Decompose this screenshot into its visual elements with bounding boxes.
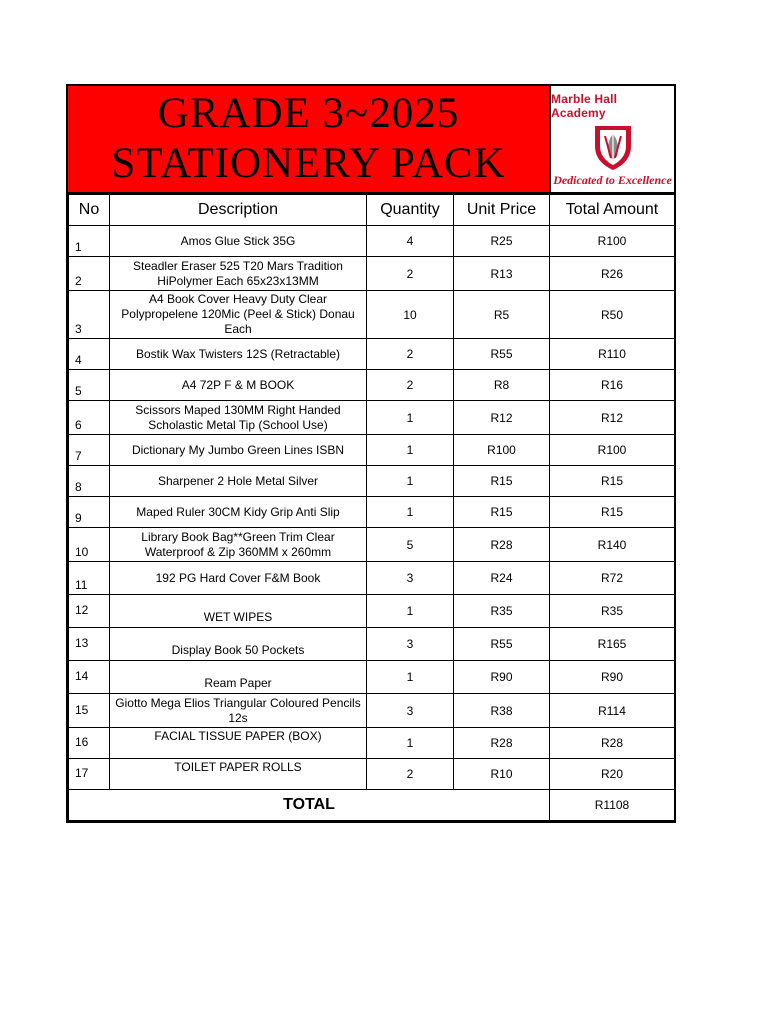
- table-row: [69, 435, 675, 466]
- row-unit-price: R55: [454, 628, 550, 661]
- table-row: [69, 339, 675, 370]
- row-quantity: 2: [367, 257, 454, 291]
- row-no: 3: [69, 291, 110, 339]
- row-unit-price: R28: [454, 528, 550, 562]
- row-description: Scissors Maped 130MM Right Handed Scholastic Metal Tip (School Use): [110, 401, 367, 435]
- column-header-quantity: Quantity: [367, 195, 454, 226]
- row-description: Steadler Eraser 525 T20 Mars Tradition HiPolymer Each 65x23x13MM: [110, 257, 367, 291]
- row-total: R90: [550, 661, 675, 694]
- table-row: [69, 528, 675, 562]
- row-quantity: 3: [367, 628, 454, 661]
- row-no: 6: [69, 401, 110, 435]
- row-quantity: 4: [367, 226, 454, 257]
- table-row: [69, 661, 675, 694]
- table-header-row: [69, 195, 675, 226]
- title-line-2: STATIONERY PACK: [111, 140, 506, 187]
- row-description: Display Book 50 Pockets: [110, 628, 367, 661]
- row-no: 7: [69, 435, 110, 466]
- row-unit-price: R55: [454, 339, 550, 370]
- row-unit-price: R24: [454, 562, 550, 595]
- row-total: R100: [550, 226, 675, 257]
- row-description: Ream Paper: [110, 661, 367, 694]
- table-row: [69, 497, 675, 528]
- row-total: R35: [550, 595, 675, 628]
- row-no: 14: [69, 661, 110, 694]
- row-quantity: 2: [367, 759, 454, 790]
- row-total: R110: [550, 339, 675, 370]
- row-unit-price: R8: [454, 370, 550, 401]
- table-row: [69, 370, 675, 401]
- row-quantity: 2: [367, 370, 454, 401]
- table-row: [69, 401, 675, 435]
- row-unit-price: R5: [454, 291, 550, 339]
- row-unit-price: R38: [454, 694, 550, 728]
- table-row: [69, 728, 675, 759]
- row-quantity: 1: [367, 661, 454, 694]
- row-unit-price: R35: [454, 595, 550, 628]
- school-name: Marble Hall Academy: [551, 92, 618, 120]
- row-description: Dictionary My Jumbo Green Lines ISBN: [110, 435, 367, 466]
- table-row: [69, 694, 675, 728]
- row-description: Sharpener 2 Hole Metal Silver: [110, 466, 367, 497]
- row-total: R26: [550, 257, 675, 291]
- row-no: 8: [69, 466, 110, 497]
- table-row: [69, 291, 675, 339]
- row-no: 15: [69, 694, 110, 728]
- school-motto: Dedicated to Excellence: [553, 173, 672, 187]
- row-total: R28: [550, 728, 675, 759]
- row-total: R20: [550, 759, 675, 790]
- row-total: R114: [550, 694, 675, 728]
- column-header-description: Description: [110, 195, 367, 226]
- row-quantity: 1: [367, 728, 454, 759]
- row-quantity: 2: [367, 339, 454, 370]
- table-row: [69, 595, 675, 628]
- row-total: R50: [550, 291, 675, 339]
- table-row: [69, 562, 675, 595]
- row-description: A4 72P F & M BOOK: [110, 370, 367, 401]
- row-unit-price: R15: [454, 466, 550, 497]
- row-quantity: 1: [367, 401, 454, 435]
- stationery-table: [68, 194, 675, 821]
- row-quantity: 3: [367, 694, 454, 728]
- total-label: TOTAL: [283, 796, 335, 813]
- row-unit-price: R13: [454, 257, 550, 291]
- row-quantity: 1: [367, 497, 454, 528]
- row-total: R16: [550, 370, 675, 401]
- row-total: R12: [550, 401, 675, 435]
- shield-crest-icon: [592, 122, 634, 172]
- row-description: Bostik Wax Twisters 12S (Retractable): [110, 339, 367, 370]
- total-row: [69, 790, 675, 821]
- row-no: 17: [69, 759, 110, 790]
- row-unit-price: R28: [454, 728, 550, 759]
- row-unit-price: R90: [454, 661, 550, 694]
- column-header-unit-price: Unit Price: [454, 195, 550, 226]
- row-unit-price: R12: [454, 401, 550, 435]
- row-quantity: 10: [367, 291, 454, 339]
- row-description: Giotto Mega Elios Triangular Coloured Pencils 12s: [110, 694, 367, 728]
- row-no: 13: [69, 628, 110, 661]
- row-no: 10: [69, 528, 110, 562]
- row-total: R140: [550, 528, 675, 562]
- row-no: 11: [69, 562, 110, 595]
- row-quantity: 1: [367, 595, 454, 628]
- row-quantity: 3: [367, 562, 454, 595]
- row-description: TOILET PAPER ROLLS: [110, 759, 367, 790]
- row-no: 4: [69, 339, 110, 370]
- table-row: [69, 466, 675, 497]
- row-unit-price: R10: [454, 759, 550, 790]
- row-quantity: 1: [367, 435, 454, 466]
- row-unit-price: R100: [454, 435, 550, 466]
- row-total: R15: [550, 497, 675, 528]
- row-no: 5: [69, 370, 110, 401]
- row-description: A4 Book Cover Heavy Duty Clear Polypropelene 120Mic (Peel & Stick) Donau Each: [110, 291, 367, 339]
- column-header-no: No: [69, 195, 110, 226]
- row-description: Amos Glue Stick 35G: [110, 226, 367, 257]
- column-header-total-amount: Total Amount: [550, 195, 675, 226]
- page-title: [68, 86, 551, 192]
- row-description: FACIAL TISSUE PAPER (BOX): [110, 728, 367, 759]
- row-no: 16: [69, 728, 110, 759]
- row-unit-price: R15: [454, 497, 550, 528]
- row-quantity: 5: [367, 528, 454, 562]
- row-description: 192 PG Hard Cover F&M Book: [110, 562, 367, 595]
- row-no: 2: [69, 257, 110, 291]
- table-row: [69, 628, 675, 661]
- row-no: 12: [69, 595, 110, 628]
- row-quantity: 1: [367, 466, 454, 497]
- row-total: R15: [550, 466, 675, 497]
- row-description: Maped Ruler 30CM Kidy Grip Anti Slip: [110, 497, 367, 528]
- stationery-pack-sheet: [66, 84, 676, 823]
- row-description: WET WIPES: [110, 595, 367, 628]
- row-total: R100: [550, 435, 675, 466]
- row-description: Library Book Bag**Green Trim Clear Waterproof & Zip 360MM x 260mm: [110, 528, 367, 562]
- header-banner: [68, 86, 674, 194]
- title-line-1: GRADE 3~2025: [157, 90, 460, 137]
- row-total: R165: [550, 628, 675, 661]
- table-row: [69, 257, 675, 291]
- table-row: [69, 759, 675, 790]
- row-total: R72: [550, 562, 675, 595]
- table-row: [69, 226, 675, 257]
- row-no: 9: [69, 497, 110, 528]
- school-logo: [551, 86, 674, 192]
- total-value: R1108: [550, 790, 675, 821]
- row-unit-price: R25: [454, 226, 550, 257]
- total-label-cell: [69, 790, 550, 821]
- row-no: 1: [69, 226, 110, 257]
